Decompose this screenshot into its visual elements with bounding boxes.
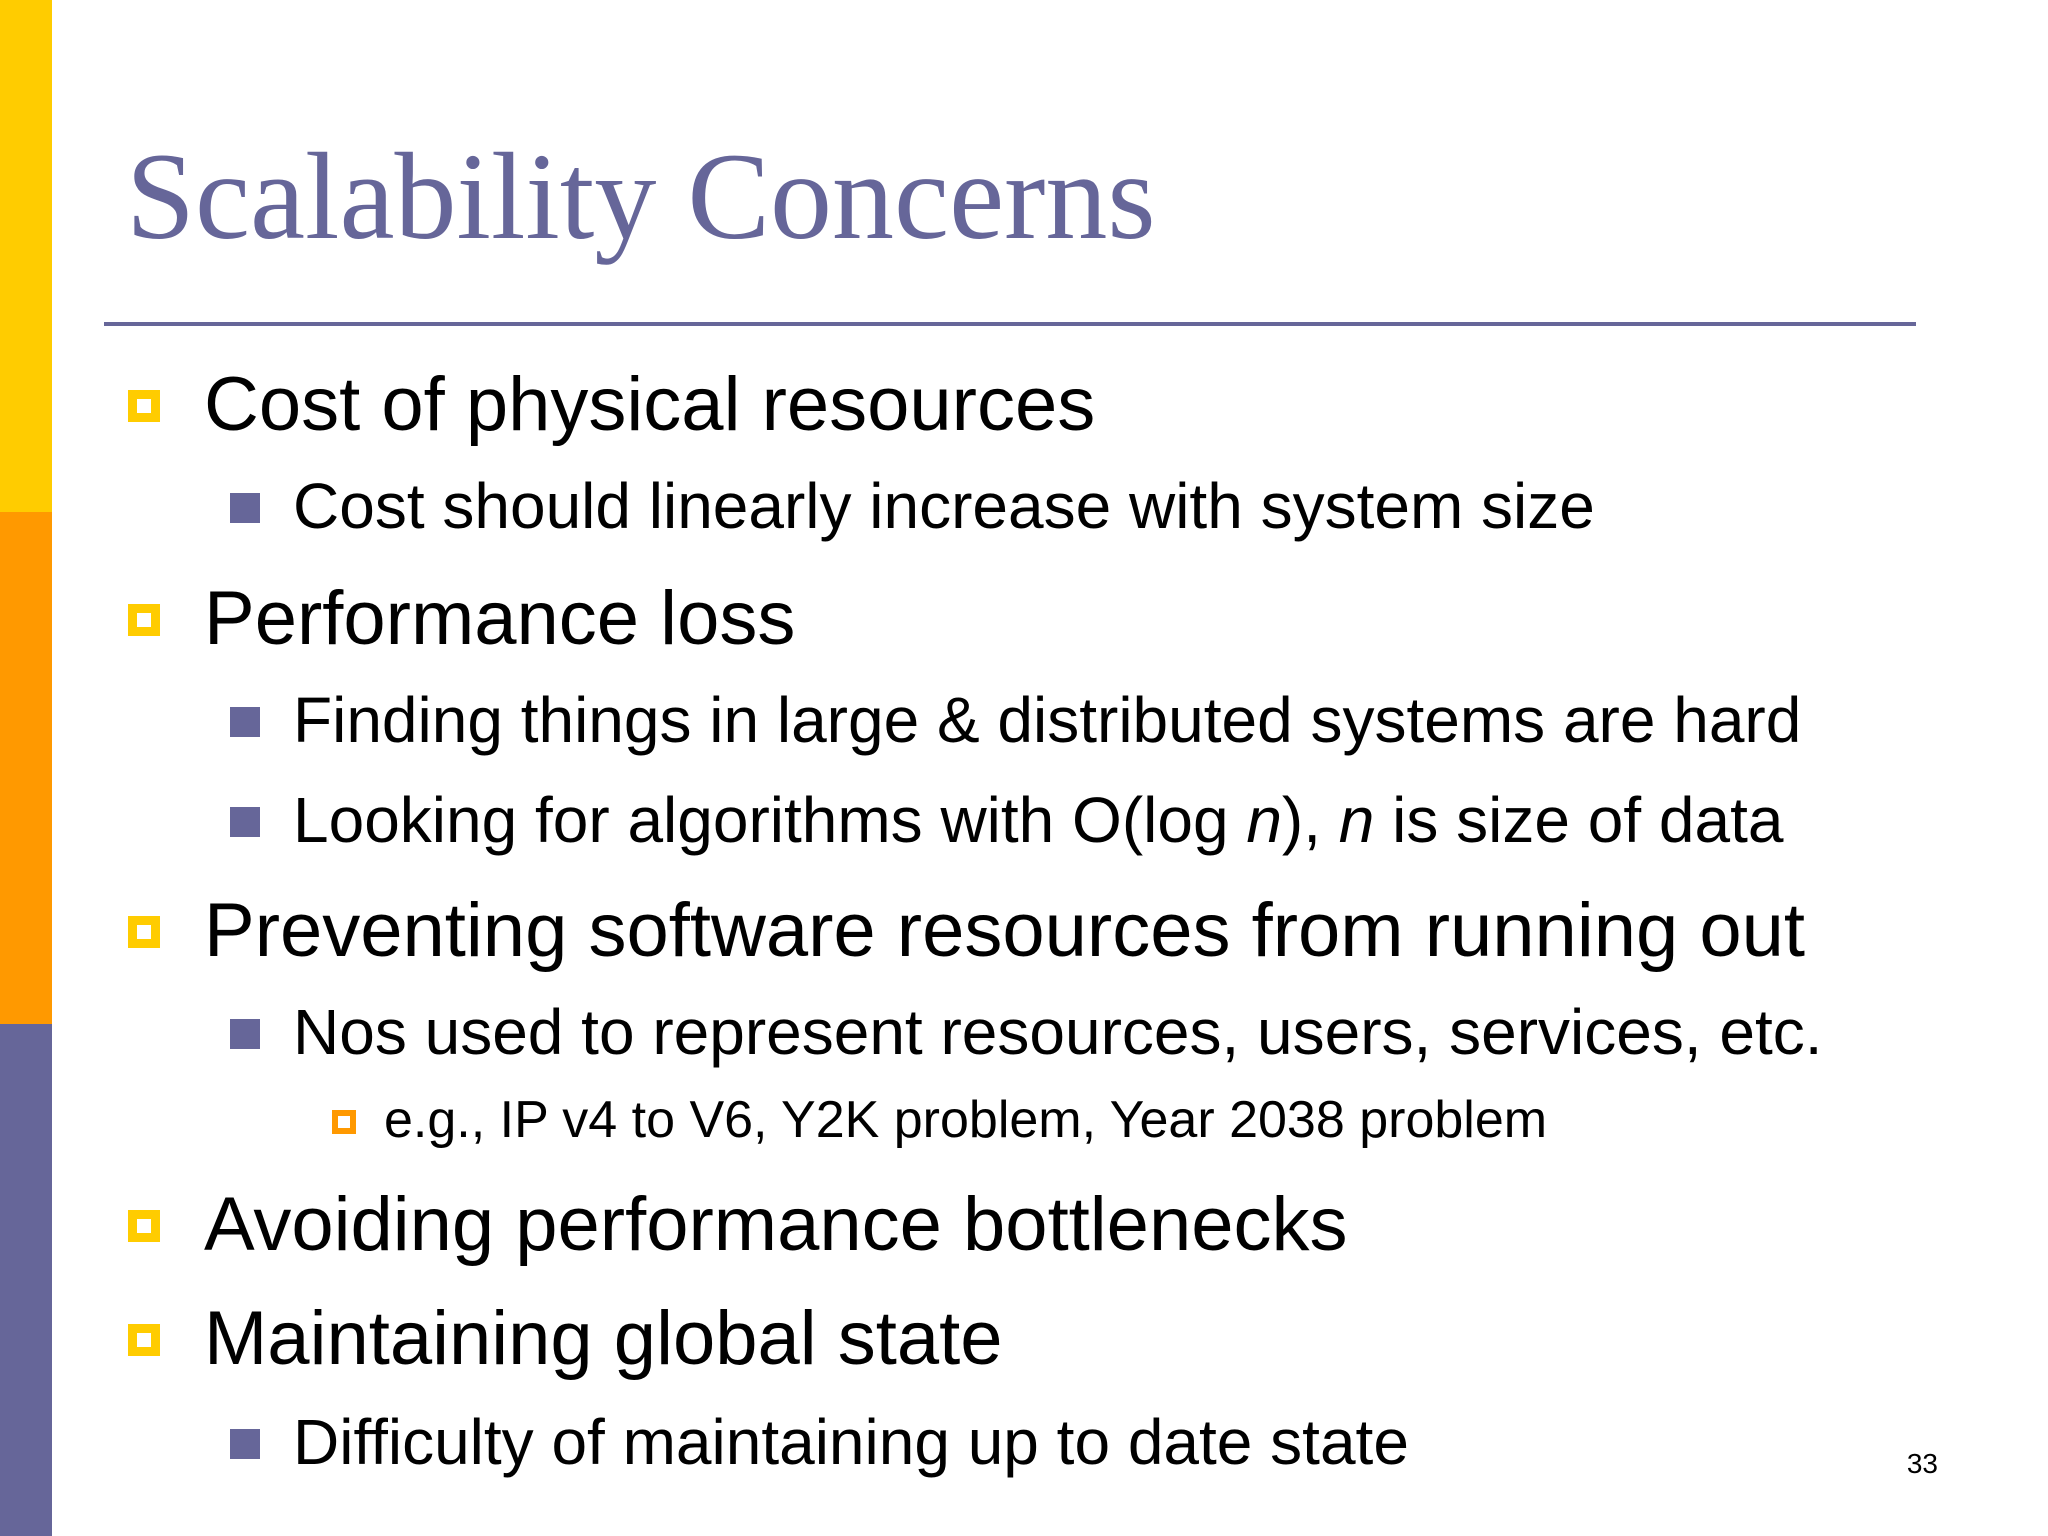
bullet-item xyxy=(128,568,795,668)
bullet-text: Preventing software resources from running out xyxy=(204,887,1806,973)
hollow-square-bullet-icon xyxy=(128,1210,160,1242)
text-part: is size of data xyxy=(1374,784,1784,856)
sub-bullet-item xyxy=(230,780,1783,860)
hollow-square-bullet-icon xyxy=(128,390,160,422)
hollow-square-bullet-icon xyxy=(128,604,160,636)
sub-bullet-text: Nos used to represent resources, users, services, etc. xyxy=(293,996,1823,1068)
bullet-item xyxy=(128,354,1095,454)
sub-bullet-text: Cost should linearly increase with system size xyxy=(293,470,1595,542)
sub-sub-bullet-text: e.g., IP v4 to V6, Y2K problem, Year 2038 problem xyxy=(384,1091,1548,1149)
sub-bullet-text xyxy=(293,783,1783,857)
bullet-text: Maintaining global state xyxy=(204,1295,1003,1381)
hollow-square-small-bullet-icon xyxy=(332,1110,356,1134)
sub-bullet-item xyxy=(230,992,1823,1072)
filled-square-bullet-icon xyxy=(230,1019,260,1049)
sub-bullet-text: Difficulty of maintaining up to date state xyxy=(293,1406,1409,1478)
slide-title: Scalability Concerns xyxy=(126,128,1156,265)
sub-bullet-item xyxy=(230,680,1801,760)
hollow-square-bullet-icon xyxy=(128,1324,160,1356)
bullet-text: Performance loss xyxy=(204,575,796,661)
bullet-text: Avoiding performance bottlenecks xyxy=(204,1181,1348,1267)
text-part: ), xyxy=(1281,784,1339,856)
italic-variable: n xyxy=(1246,784,1282,856)
bullet-item xyxy=(128,1288,1003,1388)
sub-sub-bullet-item xyxy=(332,1088,1547,1152)
page-number: 33 xyxy=(1906,1448,1938,1479)
italic-variable: n xyxy=(1338,784,1375,856)
bullet-text: Cost of physical resources xyxy=(204,361,1096,447)
bullet-item xyxy=(128,1174,1348,1274)
filled-square-bullet-icon xyxy=(230,1429,260,1459)
filled-square-bullet-icon xyxy=(230,493,260,523)
filled-square-bullet-icon xyxy=(230,707,260,737)
hollow-square-bullet-icon xyxy=(128,916,160,948)
sub-bullet-item xyxy=(230,1402,1409,1482)
text-part: Looking for algorithms with O(log xyxy=(293,784,1247,856)
bullet-item xyxy=(128,880,1805,980)
filled-square-bullet-icon xyxy=(230,807,260,837)
sub-bullet-text: Finding things in large & distributed systems are hard xyxy=(293,684,1802,756)
sub-bullet-item xyxy=(230,466,1595,546)
